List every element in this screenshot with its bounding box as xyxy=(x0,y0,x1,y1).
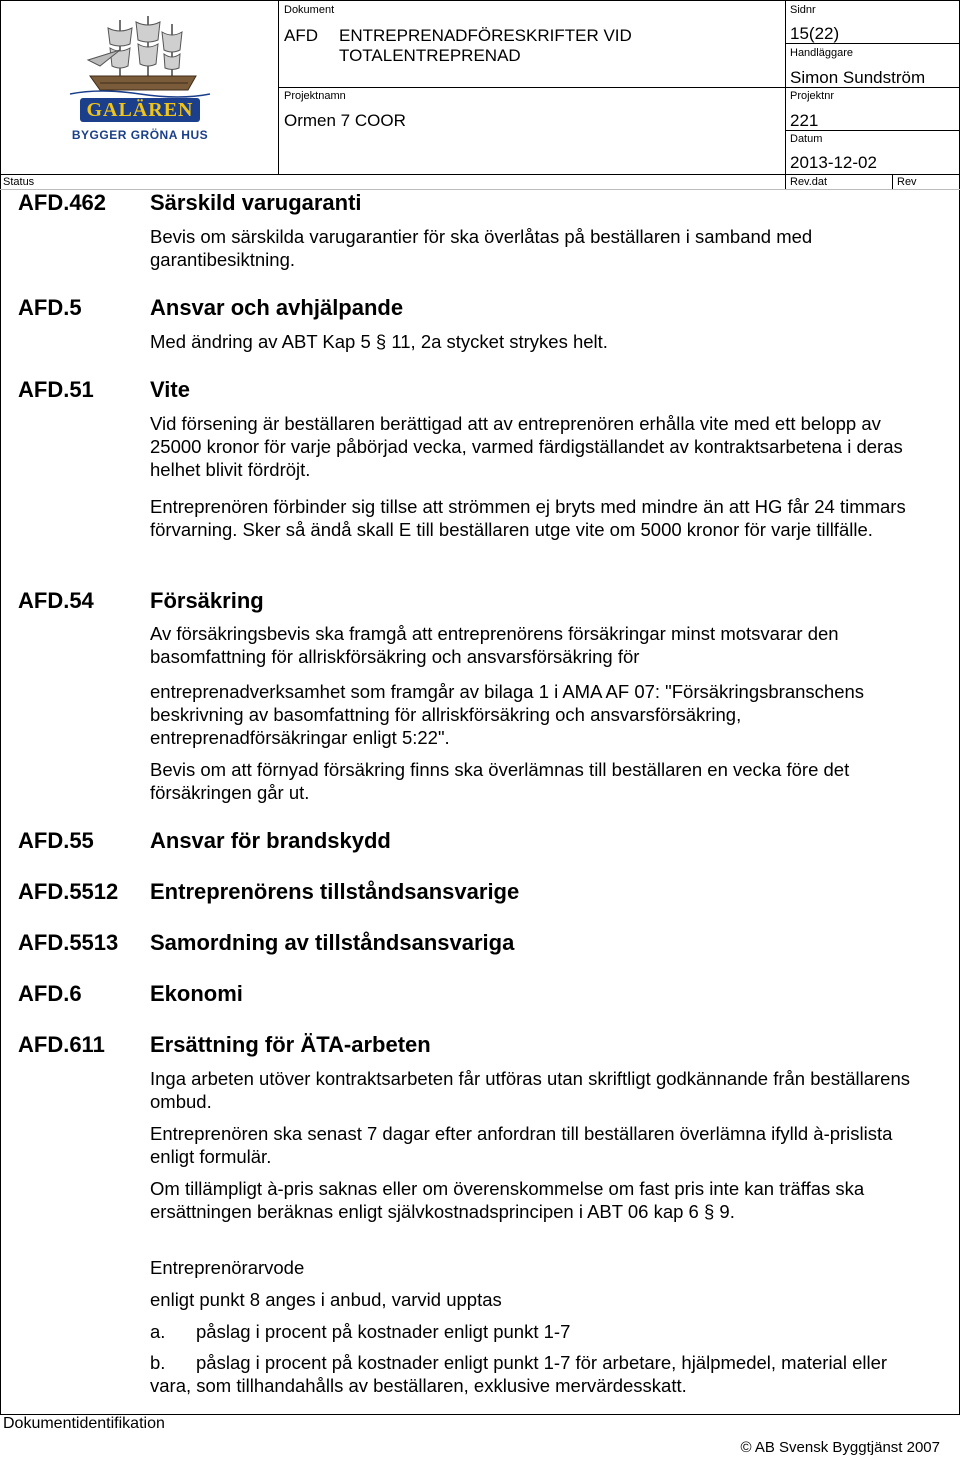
doc-title-line1: ENTREPRENADFÖRESKRIFTER VID xyxy=(339,26,632,45)
section-title: Ersättning för ÄTA-arbeten xyxy=(150,1032,431,1057)
paragraph: Bevis om att förnyad försäkring finns ska överlämnas till beställaren en vecka före det försäkringen går ut. xyxy=(150,759,850,803)
sidnr-value: 15(22) xyxy=(790,24,840,43)
dokument-label: Dokument xyxy=(284,4,335,16)
afd-code: AFD xyxy=(284,26,318,45)
paragraph: Om tillämpligt à-pris saknas eller om överenskommelse om fast pris inte kan träffas ska ersättningen beräknas enligt självkostnadsprincipen i ABT 06 kap 6 § 9. xyxy=(150,1178,865,1222)
handlaggare-value: Simon Sundström xyxy=(790,68,926,87)
section-number: AFD.55 xyxy=(18,828,94,853)
paragraph: Entreprenörarvode xyxy=(150,1257,305,1278)
frame-top xyxy=(0,0,960,1)
status-label: Status xyxy=(3,176,35,188)
paragraph: Bevis om särskilda varugarantier för ska överlåtas på beställaren i samband med garantibesiktning. xyxy=(150,226,813,270)
section-number: AFD.6 xyxy=(18,981,82,1006)
section-title: Försäkring xyxy=(150,588,264,613)
list-item xyxy=(150,1320,920,1343)
rev-label: Rev xyxy=(897,176,917,188)
section-number: AFD.54 xyxy=(18,588,94,613)
list-marker: a. xyxy=(150,1321,166,1342)
section-title: Särskild varugaranti xyxy=(150,190,362,215)
datum-value: 2013-12-02 xyxy=(790,153,877,172)
projektnr-label: Projektnr xyxy=(790,90,835,102)
section-title: Samordning av tillståndsansvariga xyxy=(150,930,515,955)
section-number: AFD.5 xyxy=(18,295,82,320)
datum-label: Datum xyxy=(790,133,823,145)
paragraph: Med ändring av ABT Kap 5 § 11, 2a stycket strykes helt. xyxy=(150,331,608,352)
section-number: AFD.51 xyxy=(18,377,94,402)
projektnamn-value: Ormen 7 COOR xyxy=(284,111,406,130)
section-title: Ekonomi xyxy=(150,981,243,1006)
section-title: Entreprenörens tillståndsansvarige xyxy=(150,879,520,904)
paragraph: Entreprenören förbinder sig tillse att strömmen ej bryts med mindre än att HG får 24 timmars förvarning. Sker så ändå skall E till beställaren utge vite om 5000 kronor för varje tillfälle. xyxy=(150,496,906,540)
footer-copyright: © AB Svensk Byggtjänst 2007 xyxy=(740,1439,940,1456)
header-bottom-line xyxy=(0,174,960,175)
section-number: AFD.462 xyxy=(18,190,107,215)
footer-document-id: Dokumentidentifikation xyxy=(3,1415,165,1432)
section-title: Vite xyxy=(150,377,190,402)
galleon-icon xyxy=(60,10,220,100)
handlaggare-label: Handläggare xyxy=(790,47,853,59)
paragraph: entreprenadverksamhet som framgår av bilaga 1 i AMA AF 07: "Försäkringsbranschens beskrivning av basomfattning för allriskförsäkring och ansvarsförsäkring, entreprenadförsäkringar enligt 5:22". xyxy=(150,681,865,748)
doc-title-line2: TOTALENTREPRENAD xyxy=(339,46,521,65)
paragraph: Inga arbeten utöver kontraktsarbeten får utföras utan skriftligt godkännande från beställarens ombud. xyxy=(150,1068,910,1112)
paragraph: enligt punkt 8 anges i anbud, varvid upptas xyxy=(150,1289,502,1310)
paragraph: Entreprenören ska senast 7 dagar efter anfordran till beställaren överlämna ifylld à-prislista enligt formulär. xyxy=(150,1123,893,1167)
logo-tagline: BYGGER GRÖNA HUS xyxy=(71,128,209,142)
list-text: påslag i procent på kostnader enligt punkt 1-7 för arbetare, hjälpmedel, material eller vara, som tillhandahålls av beställaren, exklusive mervärdesskatt. xyxy=(150,1352,888,1396)
list-text: påslag i procent på kostnader enligt punkt 1-7 xyxy=(196,1321,571,1342)
projektnamn-label: Projektnamn xyxy=(284,90,346,102)
frame-left xyxy=(0,0,1,1415)
header-row-divider xyxy=(278,87,785,88)
sidnr-label: Sidnr xyxy=(790,4,816,16)
paragraph: Vid försening är beställaren berättigad att av entreprenören erhålla vite med ett belopp av 25000 kronor för varje påbörjad vecka, varmed färdigställandet av kontraktsarbetena i deras helhet blivit fördröjt. xyxy=(150,413,903,480)
projektnr-value: 221 xyxy=(790,111,819,130)
section-title: Ansvar och avhjälpande xyxy=(150,295,404,320)
section-number: AFD.5512 xyxy=(18,879,119,904)
section-title: Ansvar för brandskydd xyxy=(150,828,391,853)
section-number: AFD.5513 xyxy=(18,930,119,955)
status-divider-1 xyxy=(785,174,786,189)
revdat-label: Rev.dat xyxy=(790,176,828,188)
status-divider-2 xyxy=(892,174,893,189)
company-logo xyxy=(60,10,220,165)
status-row-line xyxy=(0,189,960,190)
logo-banner xyxy=(80,98,200,122)
list-marker: b. xyxy=(150,1352,166,1373)
paragraph: Av försäkringsbevis ska framgå att entreprenörens försäkringar minst motsvarar den basomfattning för allriskförsäkring och ansvarsförsäkring för xyxy=(150,623,839,667)
list-item xyxy=(150,1351,920,1397)
section-number: AFD.611 xyxy=(18,1032,105,1057)
logo-brand: GALÄREN xyxy=(86,99,194,121)
